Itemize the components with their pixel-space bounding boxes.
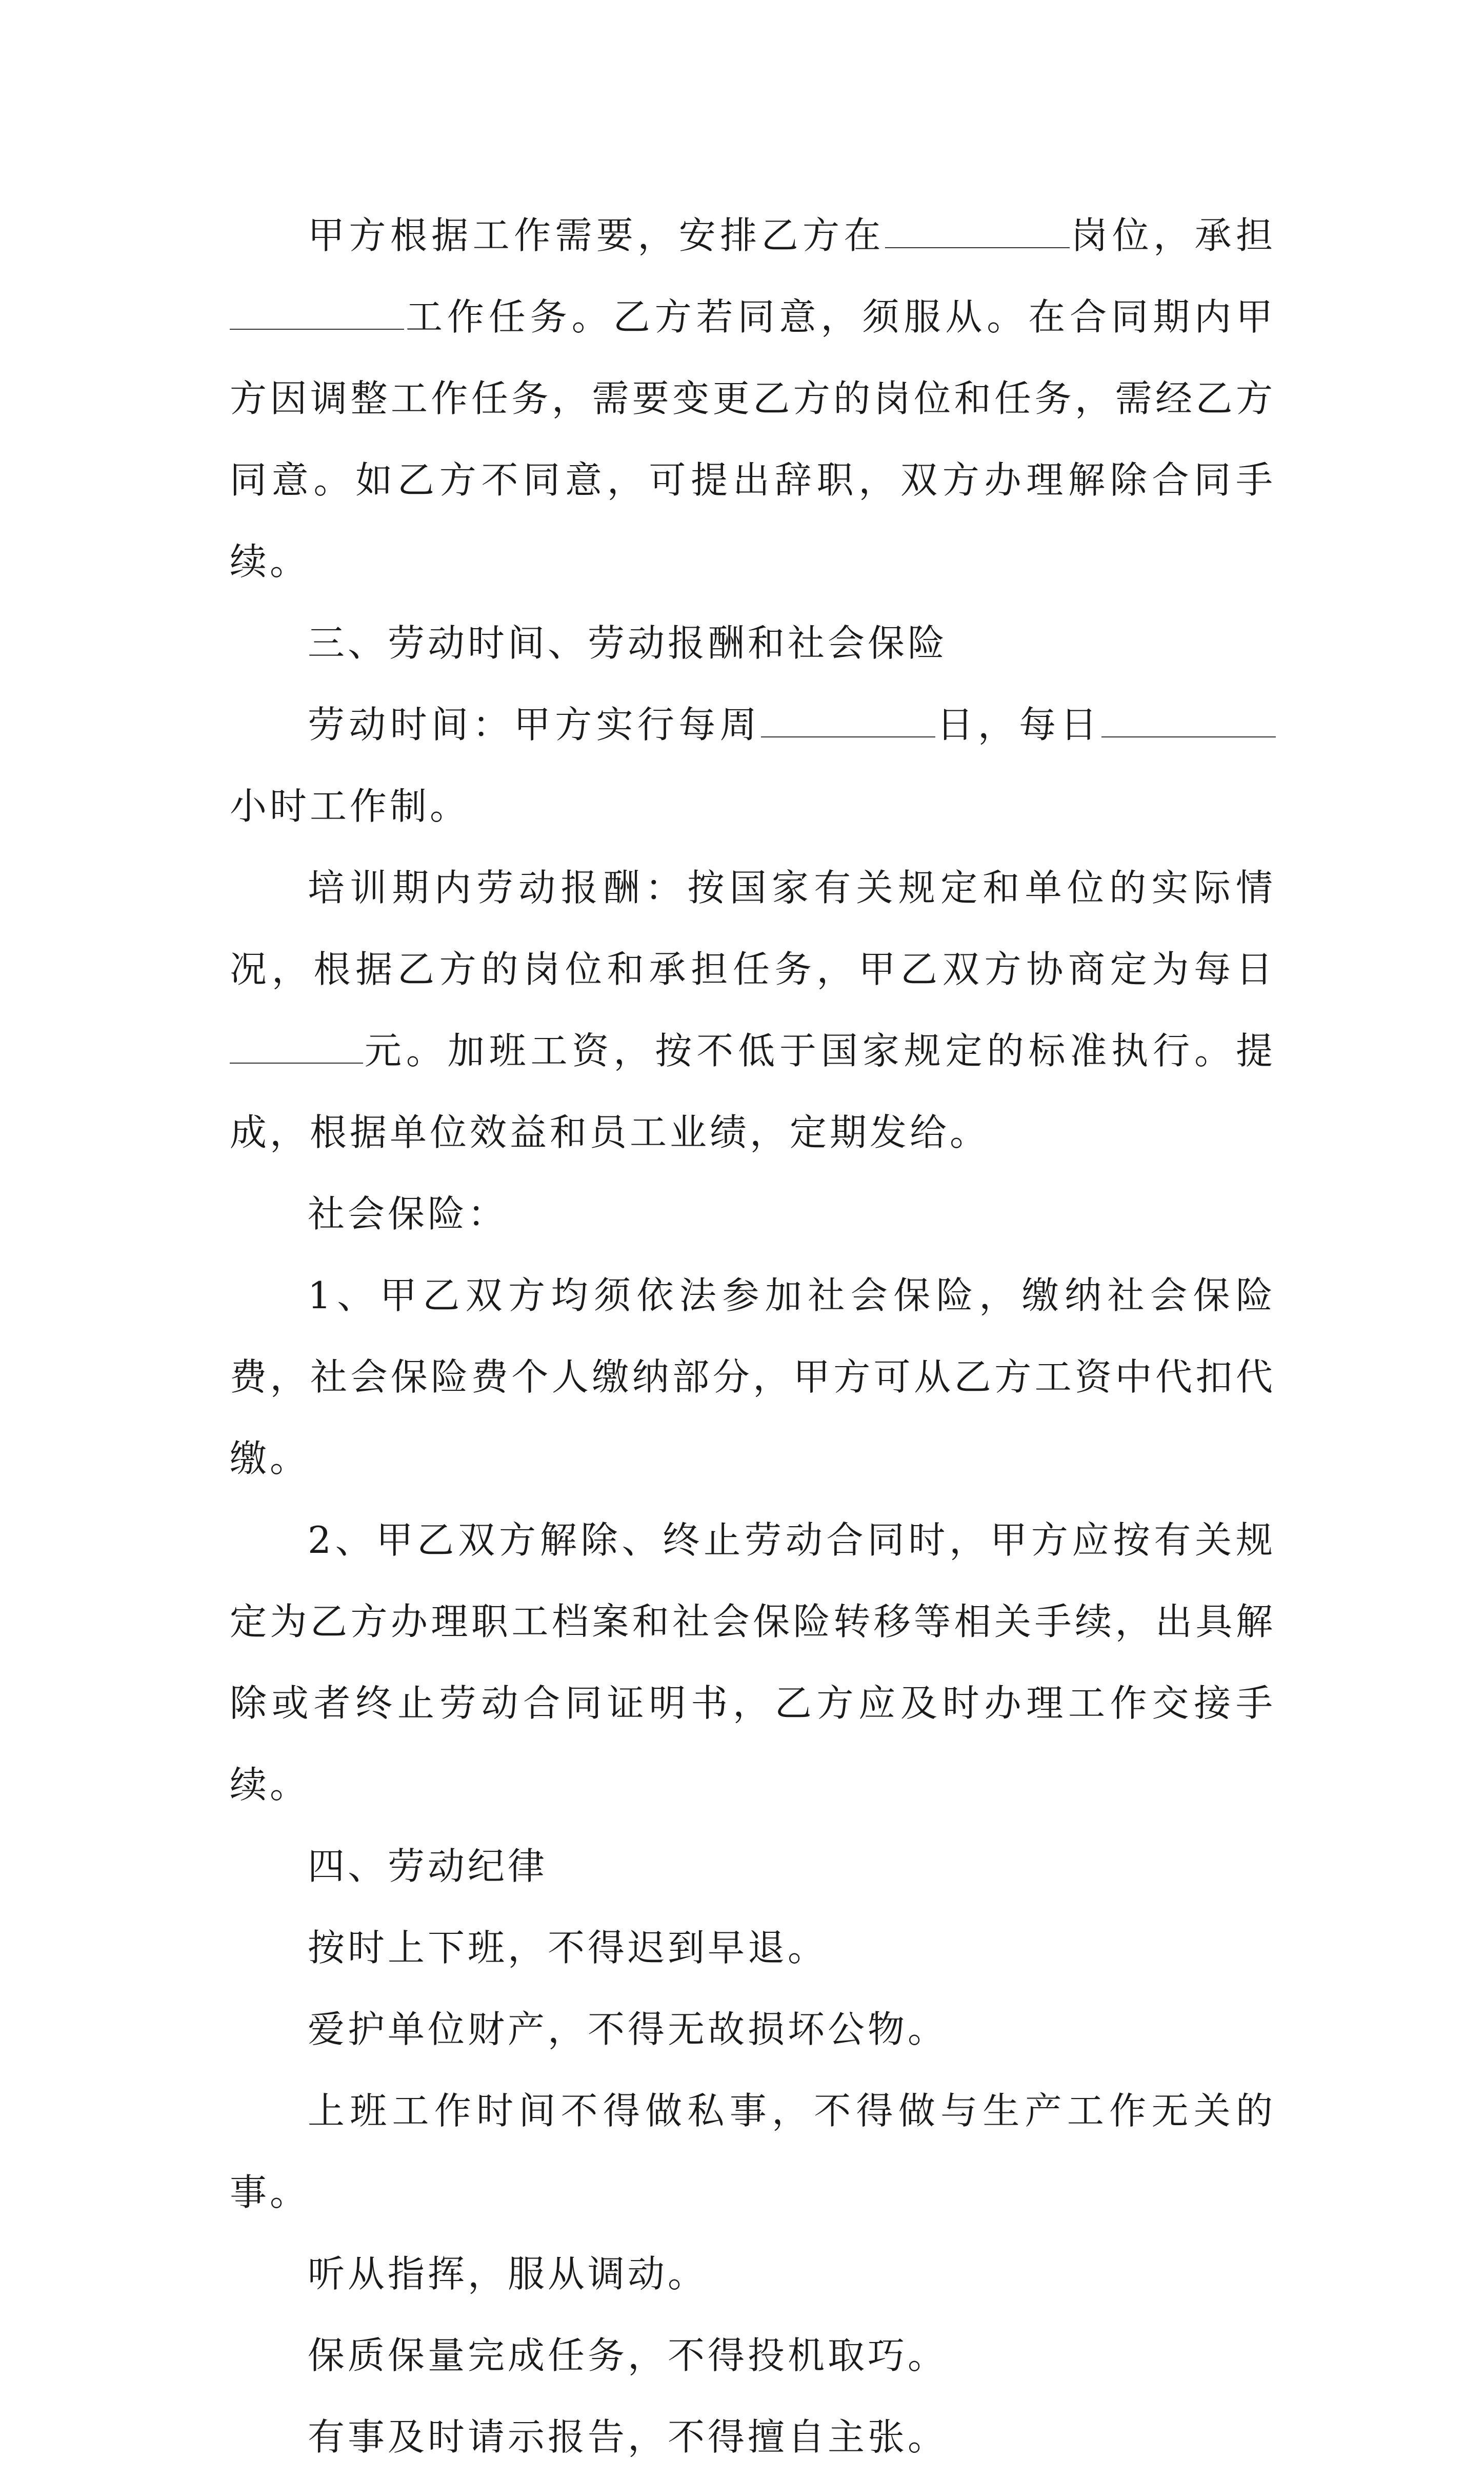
discipline-item: 保质保量完成任务，不得投机取巧。 [308, 2334, 948, 2377]
blank-position-field [885, 216, 1070, 248]
blank-days-field [761, 706, 935, 737]
text-segment: 劳动时间：甲方实行每周 [308, 703, 761, 746]
text-segment: 小时工作制。 [230, 785, 470, 828]
paragraph-work-time [230, 684, 1276, 847]
text-segment: 岗位，承担 [1069, 214, 1276, 257]
section-heading-4: 四、劳动纪律 [308, 1845, 548, 1888]
section-heading-3: 三、劳动时间、劳动报酬和社会保险 [308, 622, 948, 665]
blank-task-field [230, 298, 404, 330]
discipline-item: 上班工作时间不得做私事，不得做与生产工作无关的事。 [230, 2089, 1276, 2214]
text-segment: 培训期内劳动报酬：按国家有关规定和单位的实际情况，根据乙方的岗位和承担任务，甲乙双方协商定为每日 [230, 866, 1276, 991]
discipline-item: 有事及时请示报告，不得擅自主张。 [308, 2415, 948, 2459]
blank-daily-pay-field [230, 1032, 363, 1064]
blank-hours-field [1101, 706, 1276, 737]
paragraph-position-assignment [230, 195, 1276, 603]
text-segment: 日，每日 [935, 703, 1101, 746]
text-segment: 甲方根据工作需要，安排乙方在 [308, 214, 885, 257]
text-segment: 元。加班工资，按不低于国家规定的标准执行。提成，根据单位效益和员工业绩，定期发给。 [230, 1029, 1276, 1154]
social-insurance-label: 社会保险： [308, 1192, 508, 1235]
discipline-item: 按时上下班，不得迟到早退。 [308, 1926, 828, 1969]
text-segment: 工作任务。乙方若同意，须服从。在合同期内甲方因调整工作任务，需要变更乙方的岗位和任务，需经乙方同意。如乙方不同意，可提出辞职，双方办理解除合同手续。 [230, 295, 1276, 583]
discipline-item: 听从指挥，服从调动。 [308, 2252, 708, 2295]
paragraph-pay [230, 847, 1276, 1173]
document-body [230, 195, 1276, 2478]
insurance-item-1: 1、甲乙双方均须依法参加社会保险，缴纳社会保险费，社会保险费个人缴纳部分，甲方可从乙方工资中代扣代缴。 [230, 1274, 1276, 1480]
insurance-item-2: 2、甲乙双方解除、终止劳动合同时，甲方应按有关规定为乙方办理职工档案和社会保险转移等相关手续，出具解除或者终止劳动合同证明书，乙方应及时办理工作交接手续。 [230, 1518, 1276, 1806]
discipline-item: 爱护单位财产，不得无故损坏公物。 [308, 2008, 948, 2051]
